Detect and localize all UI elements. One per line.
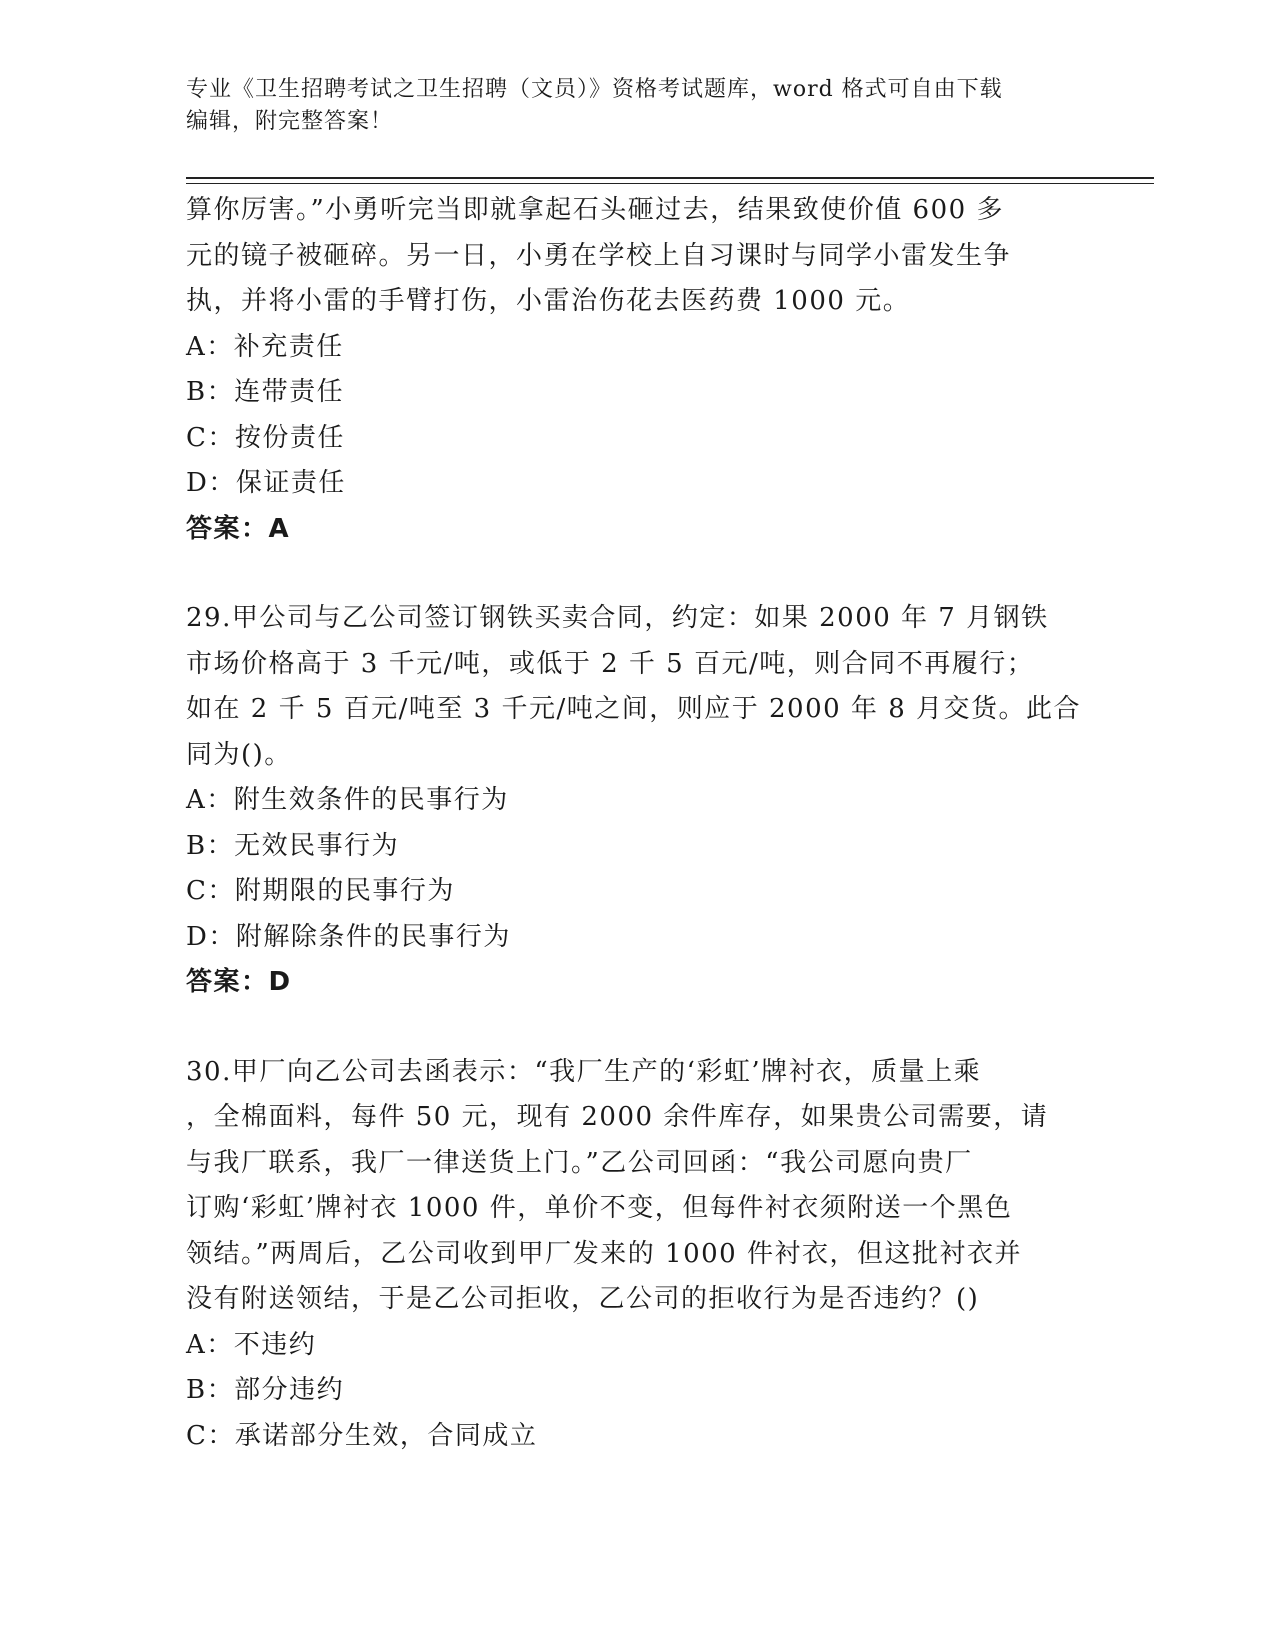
option-c: C：附期限的民事行为 xyxy=(186,876,455,906)
option-a: A：补充责任 xyxy=(186,331,344,362)
document-body xyxy=(186,188,1086,1459)
header-line-2: 编辑，附完整答案！ xyxy=(186,109,394,134)
option-b: B：连带责任 xyxy=(186,377,345,407)
option-b: B：无效民事行为 xyxy=(186,830,400,861)
answer: 答案：A xyxy=(186,513,291,544)
question-text-line: 算你厉害。”小勇听完当即就拿起石头砸过去，结果致使价值 600 多 xyxy=(186,195,1004,225)
question-text-line: 与我厂联系，我厂一律送货上门。”乙公司回函：“我公司愿向贵厂 xyxy=(186,1147,973,1178)
header-divider-thick xyxy=(186,177,1154,179)
question-29 xyxy=(186,596,1086,1006)
header-divider-thin xyxy=(186,183,1154,184)
option-c: C：承诺部分生效，合同成立 xyxy=(186,1420,538,1451)
question-text-line: 同为()。 xyxy=(186,739,292,770)
question-text-line: 执，并将小雷的手臂打伤，小雷治伤花去医药费 1000 元。 xyxy=(186,286,911,316)
question-text-line: 元的镜子被砸碎。另一日，小勇在学校上自习课时与同学小雷发生争 xyxy=(186,240,1012,271)
question-text-line: 订购‘彩虹’牌衬衣 1000 件，单价不变，但每件衬衣须附送一个黑色 xyxy=(186,1193,1013,1223)
header-line-1: 专业《卫生招聘考试之卫生招聘（文员）》资格考试题库，word 格式可自由下载 xyxy=(186,77,1003,102)
question-30 xyxy=(186,1050,1086,1460)
answer: 答案：D xyxy=(186,967,292,997)
option-a: A：附生效条件的民事行为 xyxy=(186,785,509,815)
question-text-line: 29.甲公司与乙公司签订钢铁买卖合同，约定：如果 2000 年 7 月钢铁 xyxy=(186,603,1049,633)
spacer xyxy=(186,552,1086,596)
option-a: A：不违约 xyxy=(186,1329,317,1360)
option-d: D：保证责任 xyxy=(186,468,346,498)
question-text-line: 30.甲厂向乙公司去函表示：“我厂生产的‘彩虹’牌衬衣，质量上乘 xyxy=(186,1056,982,1087)
question-text-line: 没有附送领结，于是乙公司拒收，乙公司的拒收行为是否违约？() xyxy=(186,1284,980,1314)
option-c: C：按份责任 xyxy=(186,422,345,453)
spacer xyxy=(186,1006,1086,1050)
document-header xyxy=(186,74,1066,138)
question-text-line: 如在 2 千 5 百元/吨至 3 千元/吨之间，则应于 2000 年 8 月交货。此合 xyxy=(186,694,1082,724)
question-text-line: ，全棉面料，每件 50 元，现有 2000 余件库存，如果贵公司需要，请 xyxy=(186,1102,1049,1132)
option-d: D：附解除条件的民事行为 xyxy=(186,921,511,952)
question-text-line: 市场价格高于 3 千元/吨，或低于 2 千 5 百元/吨，则合同不再履行； xyxy=(186,648,1035,679)
option-b: B：部分违约 xyxy=(186,1375,345,1405)
question-text-line: 领结。”两周后，乙公司收到甲厂发来的 1000 件衬衣，但这批衬衣并 xyxy=(186,1238,1022,1269)
question-28 xyxy=(186,188,1086,552)
